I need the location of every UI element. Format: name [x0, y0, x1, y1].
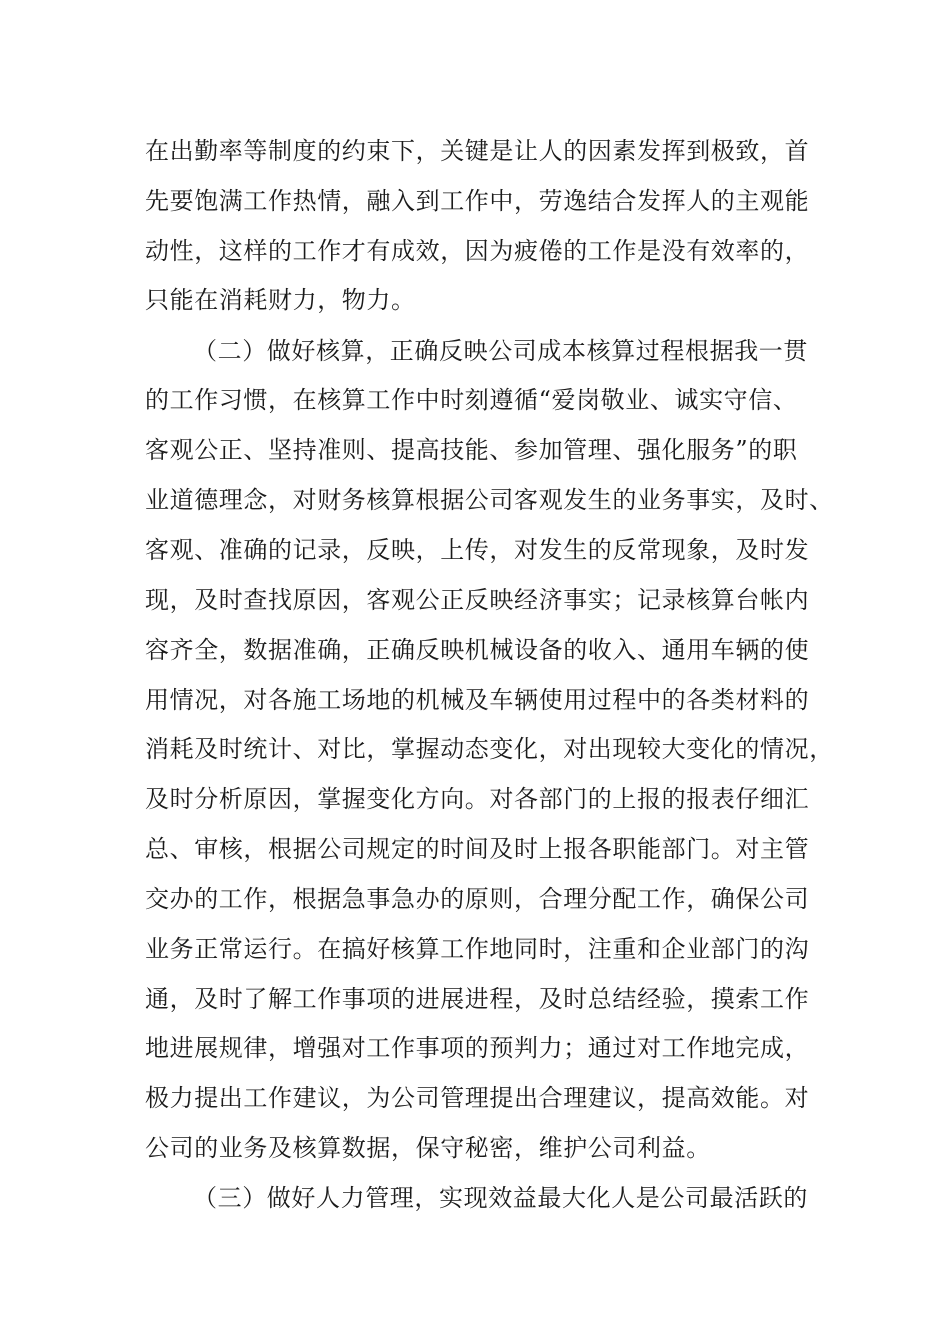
text-line: 通，及时了解工作事项的进展进程，及时总结经验，摸索工作	[145, 985, 810, 1013]
text-line: 公司的业务及核算数据，保守秘密，维护公司利益。	[145, 1134, 711, 1162]
text-line: 消耗及时统计、对比，掌握动态变化，对出现较大变化的情况，	[145, 735, 834, 763]
text-line: 客观、准确的记录，反映，上传，对发生的反常现象，及时发	[145, 536, 810, 564]
paragraph-heading-line: （三）做好人力管理，实现效益最大化人是公司最活跃的	[193, 1184, 808, 1212]
text-line: 客观公正、坚持准则、提高技能、参加管理、强化服务”的职	[145, 436, 798, 464]
paragraph-heading-line: （二）做好核算，正确反映公司成本核算过程根据我一贯	[193, 337, 808, 365]
text-line: 极力提出工作建议，为公司管理提出合理建议，提高效能。对	[145, 1084, 810, 1112]
text-line: 在出勤率等制度的约束下，关键是让人的因素发挥到极致，首	[145, 137, 810, 165]
text-line: 用情况，对各施工场地的机械及车辆使用过程中的各类材料的	[145, 686, 810, 714]
text-line: 及时分析原因，掌握变化方向。对各部门的上报的报表仔细汇	[145, 785, 810, 813]
text-line: 业务正常运行。在搞好核算工作地同时，注重和企业部门的沟	[145, 935, 810, 963]
text-line: 先要饱满工作热情，融入到工作中，劳逸结合发挥人的主观能	[145, 187, 810, 215]
text-line: 交办的工作，根据急事急办的原则，合理分配工作，确保公司	[145, 885, 810, 913]
text-line: 现，及时查找原因，客观公正反映经济事实；记录核算台帐内	[145, 586, 810, 614]
text-line: 只能在消耗财力，物力。	[145, 286, 416, 314]
text-line: 地进展规律，增强对工作事项的预判力；通过对工作地完成，	[145, 1034, 810, 1062]
text-line: 总、审核，根据公司规定的时间及时上报各职能部门。对主管	[145, 835, 810, 863]
text-line: 容齐全，数据准确，正确反映机械设备的收入、通用车辆的使	[145, 636, 810, 664]
text-line: 业道德理念，对财务核算根据公司客观发生的业务事实，及时、	[145, 486, 834, 514]
text-line: 动性，这样的工作才有成效，因为疲倦的工作是没有效率的，	[145, 237, 810, 265]
text-line: 的工作习惯，在核算工作中时刻遵循“爱岗敬业、诚实守信、	[145, 386, 798, 414]
